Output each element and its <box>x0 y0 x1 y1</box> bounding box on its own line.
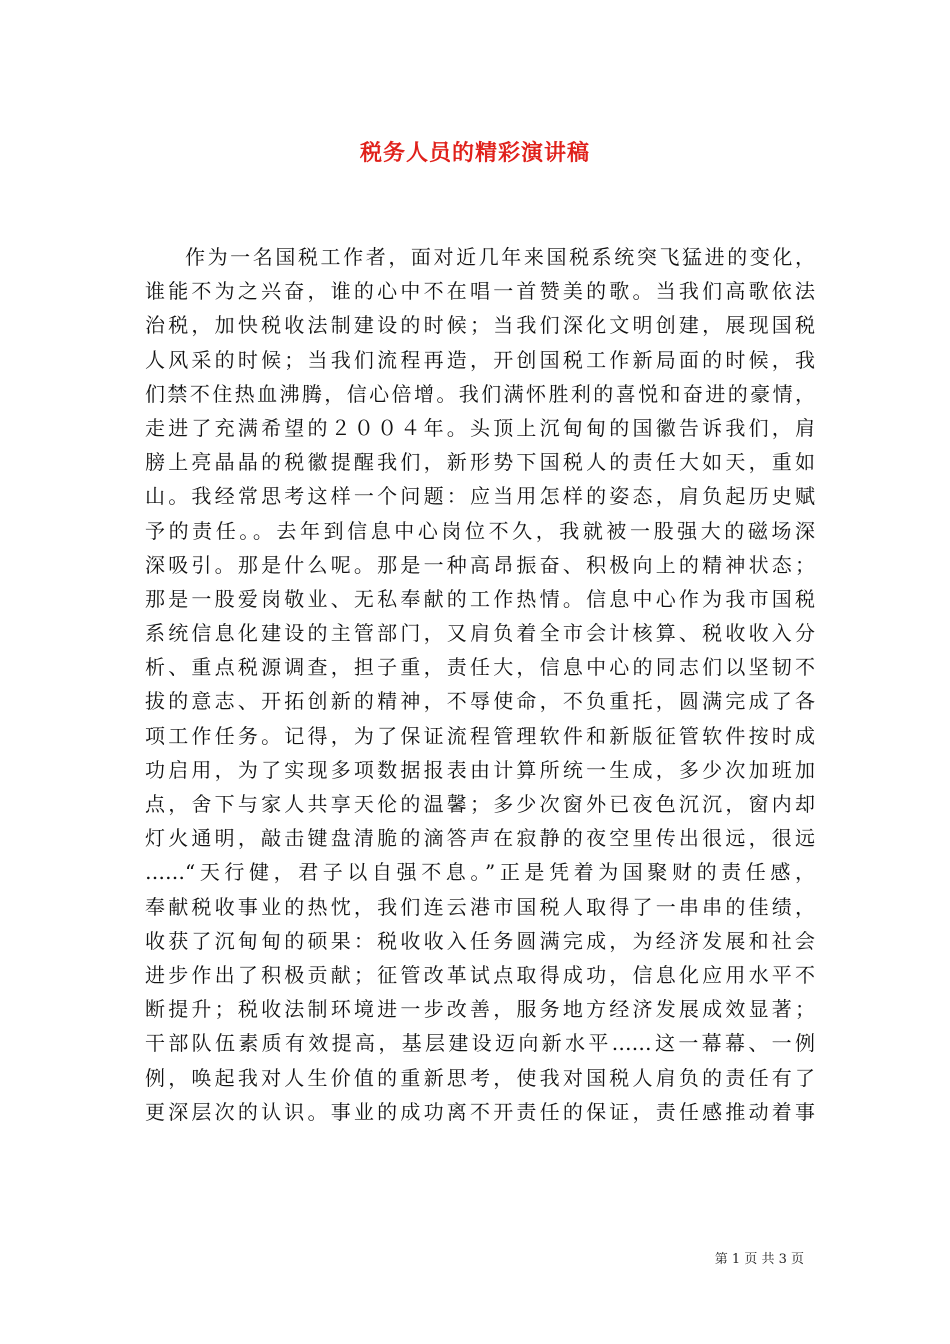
body-line: ……“天行健，君子以自强不息。”正是凭着为国聚财的责任感， <box>145 860 815 885</box>
body-line: 作为一名国税工作者，面对近几年来国税系统突飞猛进的变化， <box>185 245 815 269</box>
body-line: 山。我经常思考这样一个问题：应当用怎样的姿态，肩负起历史赋 <box>145 484 815 509</box>
body-line: 析、重点税源调查，担子重，责任大，信息中心的同志们以坚韧不 <box>145 655 815 680</box>
body-line: 膀上亮晶晶的税徽提醒我们，新形势下国税人的责任大如天，重如 <box>145 450 815 475</box>
body-line: 那是一股爱岗敬业、无私奉献的工作热情。信息中心作为我市国税 <box>145 586 815 611</box>
body-line: 奉献税收事业的热忱，我们连云港市国税人取得了一串串的佳绩， <box>145 894 815 919</box>
body-line: 系统信息化建设的主管部门，又肩负着全市会计核算、税收收入分 <box>145 621 815 646</box>
document-title: 税务人员的精彩演讲稿 <box>359 140 590 166</box>
body-line: 项工作任务。记得，为了保证流程管理软件和新版征管软件按时成 <box>145 723 815 748</box>
page-number: 第 1 页 共 3 页 <box>714 1252 804 1267</box>
body-line: 进步作出了积极贡献；征管改革试点取得成功，信息化应用水平不 <box>145 962 815 987</box>
body-line: 例，唤起我对人生价值的重新思考，使我对国税人肩负的责任有了 <box>145 1065 815 1090</box>
body-line: 予的责任。。去年到信息中心岗位不久，我就被一股强大的磁场深 <box>145 518 815 543</box>
body-line: 点，舍下与家人共享天伦的温馨；多少次窗外已夜色沉沉，窗内却 <box>145 792 815 816</box>
body-line: 灯火通明，敲击键盘清脆的滴答声在寂静的夜空里传出很远，很远 <box>145 826 815 851</box>
body-line: 人风采的时候；当我们流程再造，开创国税工作新局面的时候，我 <box>145 347 815 372</box>
body-line: 谁能不为之兴奋，谁的心中不在唱一首赞美的歌。当我们高歌依法 <box>145 279 815 304</box>
body-line: 们禁不住热血沸腾，信心倍增。我们满怀胜利的喜悦和奋进的豪情， <box>145 381 815 406</box>
body-line: 深吸引。那是什么呢。那是一种高昂振奋、积极向上的精神状态； <box>145 552 815 577</box>
body-line: 走进了充满希望的２００４年。头顶上沉甸甸的国徽告诉我们，肩 <box>145 415 815 440</box>
body-line: 干部队伍素质有效提高，基层建设迈向新水平……这一幕幕、一例 <box>145 1031 815 1056</box>
body-text <box>145 240 815 1129</box>
body-line: 拔的意志、开拓创新的精神，不辱使命，不负重托，圆满完成了各 <box>145 689 815 714</box>
body-line: 治税，加快税收法制建设的时候；当我们深化文明创建，展现国税 <box>145 313 815 338</box>
body-line: 收获了沉甸甸的硕果：税收收入任务圆满完成，为经济发展和社会 <box>145 928 815 953</box>
body-line: 断提升；税收法制环境进一步改善，服务地方经济发展成效显著； <box>145 997 815 1022</box>
body-line: 功启用，为了实现多项数据报表由计算所统一生成，多少次加班加 <box>145 757 815 782</box>
body-line: 更深层次的认识。事业的成功离不开责任的保证，责任感推动着事 <box>145 1099 815 1124</box>
